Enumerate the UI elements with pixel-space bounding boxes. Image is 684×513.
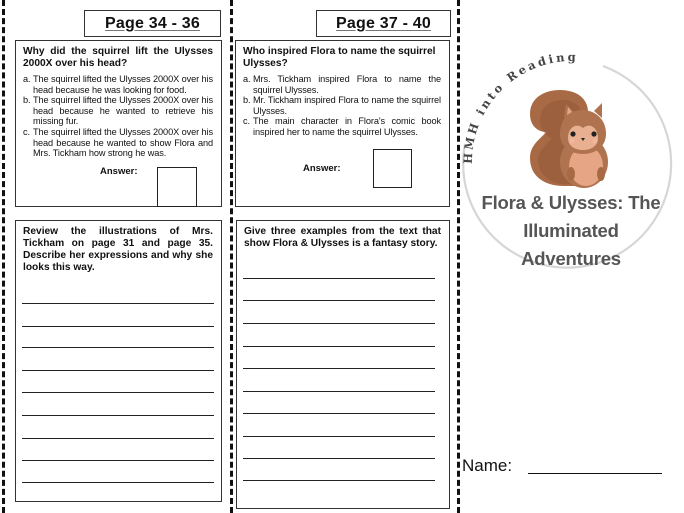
name-input-line[interactable] bbox=[528, 473, 662, 474]
squirrel-icon bbox=[524, 88, 616, 188]
option-c: c. The main character in Flora's comic book inspired her to name the squirrel Ulysses. bbox=[243, 116, 441, 137]
question-prompt: Why did the squirrel lift the Ulysses 2000X over his head? bbox=[23, 46, 213, 69]
writing-prompt: Review the illustrations of Mrs. Tickham on page 31 and page 35. Describe her expressions and why she looks this way. bbox=[23, 226, 213, 273]
writing-line[interactable] bbox=[243, 436, 435, 437]
book-title-line-2: Illuminated bbox=[523, 220, 619, 241]
answer-row bbox=[100, 166, 137, 177]
writing-line[interactable] bbox=[22, 415, 214, 416]
page-range-title: Page 34 - 36 bbox=[105, 14, 200, 32]
option-c: c. The squirrel lifted the Ulysses 2000X over his head because he wanted to show Flora and Mrs. Tickham how strong he was. bbox=[23, 126, 213, 159]
answer-box[interactable] bbox=[373, 149, 412, 188]
option-b: b. Mr. Tickham inspired Flora to name the squirrel Ulysses. bbox=[243, 95, 441, 116]
writing-line[interactable] bbox=[22, 326, 214, 327]
option-b: b. The squirrel lifted the Ulysses 2000X over his head because he wanted to retrieve his missing fur. bbox=[23, 95, 213, 127]
writing-line[interactable] bbox=[243, 300, 435, 301]
answer-label: Answer: bbox=[303, 163, 341, 174]
writing-line[interactable] bbox=[243, 480, 435, 481]
cut-line-left bbox=[2, 0, 5, 513]
name-field bbox=[462, 456, 512, 476]
badge-arc-text: HMH into Reading bbox=[460, 49, 579, 165]
writing-line[interactable] bbox=[243, 413, 435, 414]
page-range-header bbox=[84, 10, 221, 37]
option-a: a. Mrs. Tickham inspired Flora to name the squirrel Ulysses. bbox=[243, 74, 441, 95]
writing-line[interactable] bbox=[22, 303, 214, 304]
multiple-choice-question bbox=[235, 40, 450, 207]
page-range-title: Page 37 - 40 bbox=[336, 14, 431, 32]
page-range-header bbox=[316, 10, 451, 37]
writing-line[interactable] bbox=[22, 370, 214, 371]
book-title-line-1: Flora & Ulysses: The bbox=[481, 192, 661, 213]
writing-line[interactable] bbox=[22, 482, 214, 483]
writing-line[interactable] bbox=[22, 438, 214, 439]
question-prompt: Who inspired Flora to name the squirrel Ulysses? bbox=[243, 46, 436, 69]
writing-line[interactable] bbox=[243, 391, 435, 392]
writing-line[interactable] bbox=[22, 392, 214, 393]
writing-line[interactable] bbox=[243, 368, 435, 369]
writing-line[interactable] bbox=[243, 458, 435, 459]
writing-line[interactable] bbox=[243, 346, 435, 347]
book-title-line-3: Adventures bbox=[521, 248, 621, 269]
writing-line[interactable] bbox=[243, 323, 435, 324]
answer-row bbox=[303, 163, 340, 174]
name-label: Name: bbox=[462, 456, 513, 475]
fold-line-1 bbox=[230, 0, 233, 513]
option-a: a. The squirrel lifted the Ulysses 2000X over his head because he was looking for food. bbox=[23, 74, 213, 95]
answer-options bbox=[23, 74, 213, 159]
written-response-question bbox=[236, 220, 450, 509]
writing-line[interactable] bbox=[22, 460, 214, 461]
answer-label: Answer: bbox=[100, 166, 138, 177]
writing-prompt: Give three examples from the text that show Flora & Ulysses is a fantasy story. bbox=[244, 226, 441, 249]
answer-options bbox=[243, 74, 441, 138]
answer-box[interactable] bbox=[157, 167, 197, 207]
writing-line[interactable] bbox=[243, 278, 435, 279]
writing-line[interactable] bbox=[22, 347, 214, 348]
